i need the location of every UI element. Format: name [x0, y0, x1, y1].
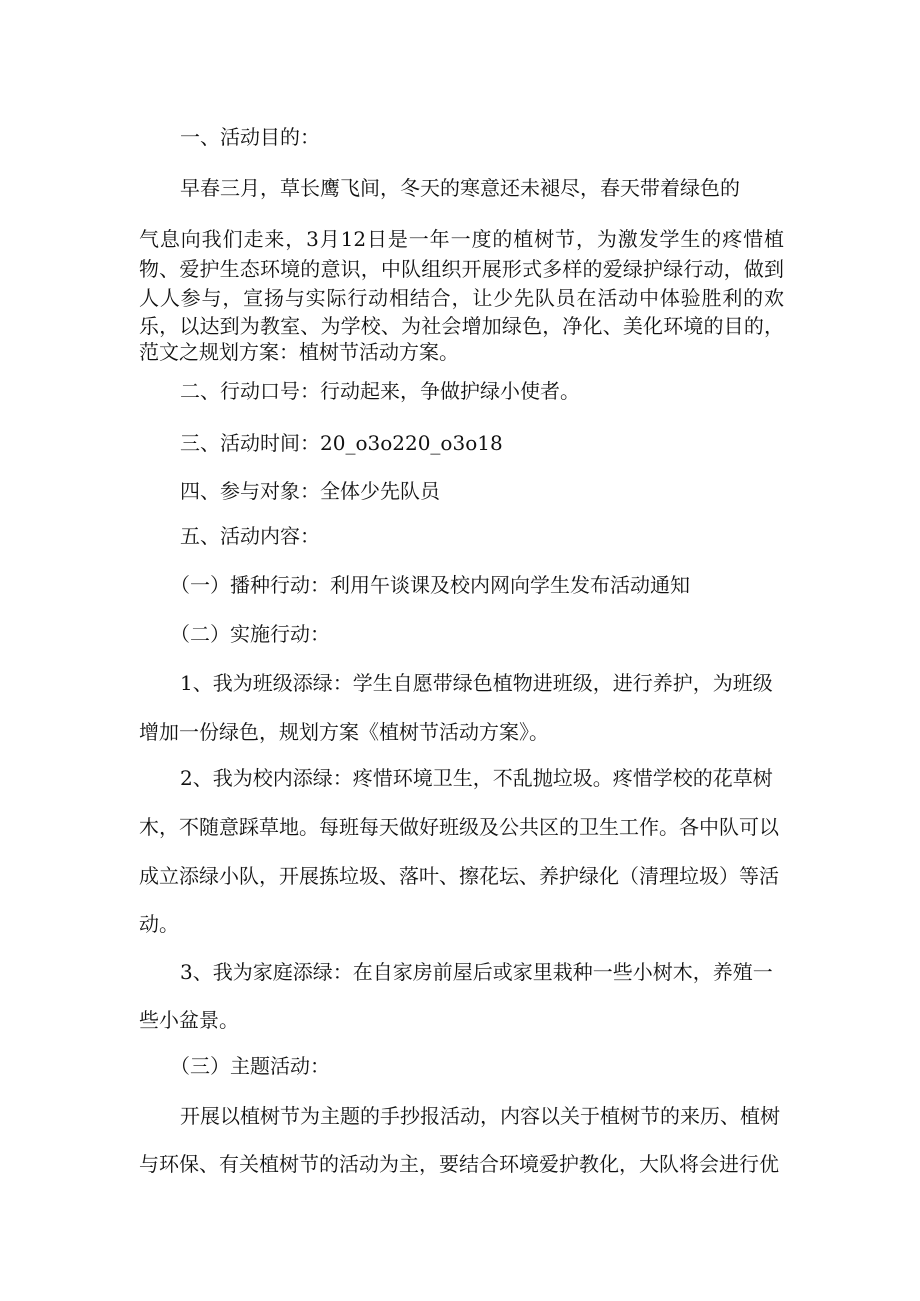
- sowing-line: （一）播种行动：利用午谈课及校内网向学生发布活动通知: [170, 573, 690, 597]
- content-heading: 五、活动内容：: [180, 524, 320, 548]
- slogan-line: 二、行动口号：行动起来，争做护绿小使者。: [180, 379, 580, 403]
- purpose-para-4: 乐，以达到为教室、为学校、为社会增加绿色，净化、美化环境的目的，: [139, 314, 784, 338]
- purpose-para-3: 人人参与，宣扬与实际行动相结合，让少先队员在活动中体验胜利的欢: [139, 286, 784, 310]
- participants-line: 四、参与对象：全体少先队员: [180, 479, 440, 503]
- item3-line-2: 些小盆景。: [139, 1008, 239, 1032]
- theme-line-1: 开展以植树节为主题的手抄报活动，内容以关于植树节的来历、植树: [180, 1104, 780, 1128]
- item1-line-1: 1、我为班级添绿：学生自愿带绿色植物进班级，进行养护，为班级: [180, 671, 773, 695]
- purpose-para-last: 范文之规划方案：植树节活动方案。: [139, 340, 459, 364]
- purpose-para-1: 气息向我们走来，3月12日是一年一度的植树节，为激发学生的疼惜植: [139, 227, 784, 251]
- purpose-heading: 一、活动目的：: [180, 125, 320, 149]
- item1-line-2: 增加一份绿色，规划方案《植树节活动方案》。: [139, 720, 549, 744]
- theme-heading: （三）主题活动：: [170, 1054, 330, 1078]
- theme-line-2: 与环保、有关植树节的活动为主，要结合环境爱护教化，大队将会进行优: [139, 1152, 779, 1176]
- item2-line-3: 成立添绿小队，开展拣垃圾、落叶、擦花坛、养护绿化（清理垃圾）等活: [139, 864, 779, 888]
- item2-line-2: 木，不随意踩草地。每班每天做好班级及公共区的卫生工作。各中队可以: [139, 815, 779, 839]
- purpose-line-1: 早春三月，草长鹰飞间，冬天的寒意还未褪尽，春天带着绿色的: [180, 176, 740, 200]
- time-line: 三、活动时间：20_o3o220_o3o18: [180, 431, 503, 455]
- item3-line-1: 3、我为家庭添绿：在自家房前屋后或家里栽种一些小树木，养殖一: [180, 960, 773, 984]
- implement-heading: （二）实施行动：: [170, 622, 330, 646]
- purpose-para-2: 物、爱护生态环境的意识，中队组织开展形式多样的爱绿护绿行动，做到: [139, 257, 784, 281]
- item2-line-1: 2、我为校内添绿：疼惜环境卫生，不乱抛垃圾。疼惜学校的花草树: [180, 766, 773, 790]
- item2-line-4: 动。: [139, 912, 179, 936]
